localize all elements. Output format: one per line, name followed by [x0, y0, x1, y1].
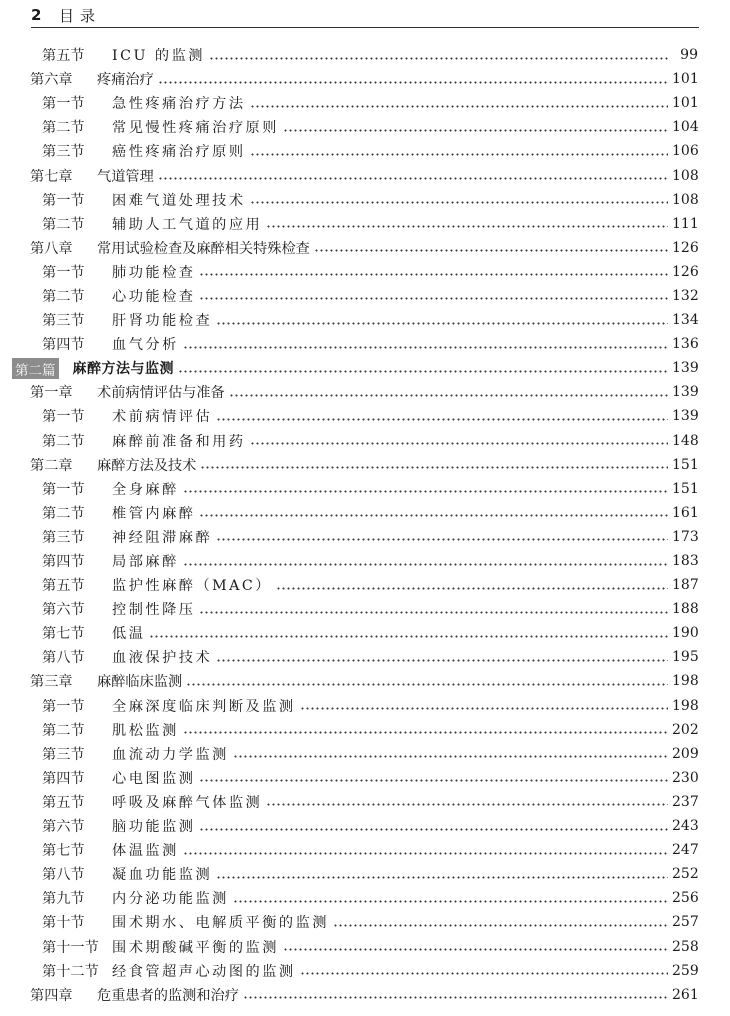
- dot-leader: [209, 57, 668, 60]
- toc-entry-title: 全麻深度临床判断及监测: [112, 698, 296, 715]
- toc-entry-number: 第一节: [42, 96, 85, 113]
- toc-entry-label: [30, 382, 225, 402]
- dot-leader: [183, 490, 668, 493]
- toc-entry-number: 第二章: [30, 457, 73, 474]
- toc-entry-label: [30, 69, 154, 89]
- page-number: 2: [31, 6, 42, 24]
- dot-leader: [314, 249, 668, 252]
- toc-entry-title: 围术期水、电解质平衡的监测: [112, 915, 329, 932]
- toc-entry-page: 132: [672, 287, 699, 304]
- toc-entry-page: 151: [672, 480, 699, 497]
- toc-entry-label: [30, 166, 154, 186]
- toc-entry-label: [30, 527, 212, 547]
- toc-chapter-entry[interactable]: [30, 67, 698, 91]
- dot-leader: [199, 828, 668, 831]
- toc-entry-title: 监护性麻醉（MAC）: [112, 578, 272, 595]
- toc-section-entry[interactable]: [30, 838, 698, 862]
- dot-leader: [283, 948, 668, 951]
- dot-leader: [199, 273, 668, 276]
- toc-entry-page: 198: [672, 673, 699, 690]
- dot-leader: [216, 538, 668, 541]
- toc-entry-title: 癌性疼痛治疗原则: [112, 144, 246, 161]
- toc-section-entry[interactable]: [30, 260, 698, 284]
- toc-entry-page: 256: [672, 890, 699, 907]
- toc-entry-label: [30, 503, 195, 523]
- toc-entry-page: 259: [672, 962, 699, 979]
- toc-entry-number: 第五节: [42, 48, 85, 65]
- toc-entry-title: 神经阻滞麻醉: [112, 529, 213, 546]
- toc-section-entry[interactable]: [30, 139, 698, 163]
- toc-entry-label: [30, 310, 212, 330]
- toc-section-entry[interactable]: [30, 91, 698, 115]
- toc-section-entry[interactable]: [30, 573, 698, 597]
- toc-entry-page: 247: [672, 842, 699, 859]
- toc-entry-number: 第三章: [30, 674, 73, 691]
- toc-entry-title: 急性疼痛治疗方法: [112, 96, 246, 113]
- toc-entry-label: [30, 744, 229, 764]
- toc-entry-label: [30, 623, 145, 643]
- toc-entry-page: 126: [672, 239, 699, 256]
- toc-section-entry[interactable]: [30, 429, 698, 453]
- toc-entry-number: 第五节: [42, 578, 85, 595]
- table-of-contents: [15, 43, 699, 1007]
- toc-entry-label: [15, 358, 174, 379]
- toc-entry-title: 控制性降压: [112, 602, 196, 619]
- toc-entry-title: 低温: [112, 626, 146, 643]
- toc-entry-number: 第六节: [42, 819, 85, 836]
- toc-chapter-entry[interactable]: [30, 163, 698, 187]
- toc-section-entry[interactable]: [30, 694, 698, 718]
- toc-entry-title: 肺功能检查: [112, 264, 196, 281]
- toc-entry-page: 148: [672, 432, 699, 449]
- toc-section-entry[interactable]: [30, 501, 698, 525]
- toc-entry-number: 第一节: [42, 264, 85, 281]
- toc-entry-page: 187: [672, 577, 699, 594]
- toc-entry-title: 体温监测: [112, 843, 179, 860]
- toc-entry-number: 第七节: [42, 626, 85, 643]
- toc-entry-label: [30, 599, 195, 619]
- dot-leader: [186, 683, 668, 686]
- toc-entry-label: [30, 575, 272, 595]
- dot-leader: [283, 129, 668, 132]
- toc-entry-number: 第十节: [42, 915, 85, 932]
- dot-leader: [183, 346, 668, 349]
- toc-entry-number: 第三节: [42, 144, 85, 161]
- toc-entry-number: 第六章: [30, 72, 73, 89]
- dot-leader: [158, 177, 668, 180]
- page-header: [31, 5, 699, 28]
- toc-entry-label: [30, 792, 262, 812]
- toc-entry-page: 183: [672, 553, 699, 570]
- part-badge: 第二篇: [12, 358, 59, 379]
- toc-section-entry[interactable]: [30, 549, 698, 573]
- toc-entry-label: [30, 479, 179, 499]
- toc-entry-label: [30, 696, 296, 716]
- toc-entry-page: 136: [672, 336, 699, 353]
- toc-entry-number: 第八节: [42, 867, 85, 884]
- toc-entry-title: 血气分析: [112, 337, 179, 354]
- toc-entry-label: [30, 286, 195, 306]
- toc-entry-number: 第一章: [30, 385, 73, 402]
- toc-section-entry[interactable]: [30, 645, 698, 669]
- toc-entry-label: [30, 551, 179, 571]
- toc-entry-label: [30, 431, 246, 451]
- toc-entry-title: 辅助人工气道的应用: [112, 216, 263, 233]
- dot-leader: [216, 876, 668, 879]
- toc-entry-page: 101: [672, 71, 699, 88]
- toc-entry-page: 108: [672, 191, 699, 208]
- toc-entry-number: 第四节: [42, 770, 85, 787]
- toc-section-entry[interactable]: [30, 477, 698, 501]
- header-title: 目录: [59, 7, 102, 25]
- dot-leader: [216, 659, 668, 662]
- toc-entry-number: 第三节: [42, 529, 85, 546]
- toc-entry-title: 肌松监测: [112, 722, 179, 739]
- toc-entry-title: 麻醉方法与监测: [72, 361, 174, 378]
- toc-entry-page: 139: [672, 384, 699, 401]
- toc-entry-label: [30, 888, 229, 908]
- dot-leader: [178, 370, 668, 373]
- toc-section-entry[interactable]: [30, 597, 698, 621]
- toc-entry-label: [30, 262, 195, 282]
- toc-section-entry[interactable]: [30, 910, 698, 934]
- toc-entry-number: 第四节: [42, 337, 85, 354]
- toc-entry-page: 139: [672, 360, 699, 377]
- toc-section-entry[interactable]: [30, 212, 698, 236]
- toc-entry-page: 230: [672, 769, 699, 786]
- dot-leader: [183, 563, 668, 566]
- toc-entry-title: 心电图监测: [112, 770, 196, 787]
- toc-entry-number: 第十二节: [42, 963, 99, 980]
- toc-entry-page: 209: [672, 745, 699, 762]
- dot-leader: [233, 900, 668, 903]
- toc-entry-label: [30, 961, 296, 981]
- toc-entry-title: 常见慢性疼痛治疗原则: [112, 120, 279, 137]
- toc-chapter-entry[interactable]: [30, 983, 698, 1007]
- toc-entry-label: [30, 117, 279, 137]
- toc-section-entry[interactable]: [30, 404, 698, 428]
- toc-entry-title: 全身麻醉: [112, 481, 179, 498]
- toc-entry-number: 第二节: [42, 120, 85, 137]
- toc-entry-number: 第一节: [42, 409, 85, 426]
- toc-entry-number: 第九节: [42, 891, 85, 908]
- toc-entry-number: 第七章: [30, 168, 73, 185]
- toc-entry-number: 第二节: [42, 216, 85, 233]
- toc-entry-page: 237: [672, 793, 699, 810]
- toc-section-entry[interactable]: [30, 718, 698, 742]
- toc-entry-number: 第一节: [42, 481, 85, 498]
- dot-leader: [183, 852, 668, 855]
- toc-entry-label: [30, 647, 212, 667]
- toc-entry-title: 血流动力学监测: [112, 746, 229, 763]
- toc-entry-number: 第一节: [42, 192, 85, 209]
- toc-entry-title: 危重患者的监测和治疗: [97, 987, 239, 1004]
- toc-entry-number: 第二节: [42, 288, 85, 305]
- toc-entry-label: [30, 238, 310, 258]
- toc-entry-number: 第二节: [42, 433, 85, 450]
- dot-leader: [229, 394, 668, 397]
- toc-entry-title: 常用试验检查及麻醉相关特殊检查: [97, 240, 310, 257]
- toc-entry-page: 198: [672, 697, 699, 714]
- toc-entry-page: 134: [672, 312, 699, 329]
- toc-entry-title: 凝血功能监测: [112, 867, 213, 884]
- toc-chapter-entry[interactable]: [30, 669, 698, 693]
- toc-section-entry[interactable]: [30, 814, 698, 838]
- toc-part-entry[interactable]: [15, 356, 699, 380]
- toc-entry-title: 局部麻醉: [112, 554, 179, 571]
- toc-entry-number: 第四节: [42, 554, 85, 571]
- dot-leader: [250, 442, 668, 445]
- toc-entry-title: 麻醉方法及技术: [97, 457, 197, 474]
- toc-entry-title: ICU 的监测: [112, 48, 205, 65]
- toc-entry-title: 呼吸及麻醉气体监测: [112, 794, 263, 811]
- toc-section-entry[interactable]: [30, 188, 698, 212]
- toc-section-entry[interactable]: [30, 115, 698, 139]
- dot-leader: [199, 514, 668, 517]
- toc-section-entry[interactable]: [30, 621, 698, 645]
- dot-leader: [250, 153, 668, 156]
- toc-section-entry[interactable]: [30, 332, 698, 356]
- toc-entry-title: 脑功能监测: [112, 819, 196, 836]
- toc-entry-page: 257: [672, 914, 699, 931]
- toc-entry-number: 第三节: [42, 313, 85, 330]
- dot-leader: [199, 611, 668, 614]
- toc-entry-number: 第六节: [42, 602, 85, 619]
- toc-chapter-entry[interactable]: [30, 380, 698, 404]
- dot-leader: [300, 707, 668, 710]
- dot-leader: [250, 105, 668, 108]
- toc-entry-label: [30, 455, 196, 475]
- toc-section-entry[interactable]: [30, 862, 698, 886]
- dot-leader: [276, 587, 668, 590]
- toc-entry-number: 第八节: [42, 650, 85, 667]
- toc-entry-page: 139: [672, 408, 699, 425]
- toc-entry-label: [30, 45, 205, 65]
- toc-entry-title: 麻醉前准备和用药: [112, 433, 246, 450]
- toc-chapter-entry[interactable]: [30, 453, 698, 477]
- dot-leader: [158, 81, 668, 84]
- toc-entry-label: [30, 671, 182, 691]
- toc-entry-page: 173: [672, 528, 699, 545]
- toc-entry-title: 围术期酸碱平衡的监测: [112, 939, 279, 956]
- toc-entry-title: 内分泌功能监测: [112, 891, 229, 908]
- toc-entry-title: 术前病情评估: [112, 409, 213, 426]
- toc-section-entry[interactable]: [30, 790, 698, 814]
- toc-entry-page: 161: [672, 504, 699, 521]
- toc-entry-number: 第四章: [30, 987, 73, 1004]
- toc-entry-label: [30, 214, 262, 234]
- dot-leader: [250, 201, 668, 204]
- toc-entry-page: 106: [672, 143, 699, 160]
- toc-entry-number: 第八章: [30, 240, 73, 257]
- toc-entry-page: 202: [672, 721, 699, 738]
- toc-entry-title: 椎管内麻醉: [112, 505, 196, 522]
- dot-leader: [200, 466, 668, 469]
- toc-entry-page: 151: [672, 456, 699, 473]
- toc-entry-page: 261: [672, 986, 699, 1003]
- toc-entry-number: 第五节: [42, 794, 85, 811]
- toc-entry-page: 195: [672, 649, 699, 666]
- toc-entry-number: 第三节: [42, 746, 85, 763]
- toc-entry-label: [30, 937, 279, 957]
- toc-entry-title: 疼痛治疗: [97, 72, 154, 89]
- dot-leader: [333, 924, 668, 927]
- toc-entry-title: 肝肾功能检查: [112, 313, 213, 330]
- toc-entry-page: 126: [672, 263, 699, 280]
- toc-entry-page: 243: [672, 818, 699, 835]
- toc-section-entry[interactable]: [30, 959, 698, 983]
- toc-entry-label: [30, 141, 246, 161]
- toc-entry-page: 190: [672, 625, 699, 642]
- toc-entry-label: [30, 985, 239, 1005]
- dot-leader: [183, 731, 668, 734]
- toc-section-entry[interactable]: [30, 766, 698, 790]
- toc-entry-label: [30, 816, 195, 836]
- dot-leader: [300, 972, 668, 975]
- toc-entry-label: [30, 93, 246, 113]
- toc-entry-label: [30, 768, 195, 788]
- dot-leader: [199, 779, 668, 782]
- dot-leader: [266, 225, 668, 228]
- toc-entry-number: 第二节: [42, 505, 85, 522]
- toc-entry-label: [30, 720, 179, 740]
- dot-leader: [233, 755, 668, 758]
- toc-entry-title: 麻醉临床监测: [97, 674, 183, 691]
- toc-entry-label: [30, 912, 329, 932]
- toc-entry-page: 111: [672, 215, 699, 232]
- dot-leader: [149, 635, 668, 638]
- toc-entry-page: 258: [672, 938, 699, 955]
- toc-entry-number: 第二节: [42, 722, 85, 739]
- toc-entry-page: 101: [672, 95, 699, 112]
- toc-chapter-entry[interactable]: [30, 236, 698, 260]
- toc-entry-title: 血液保护技术: [112, 650, 213, 667]
- toc-entry-title: 心功能检查: [112, 288, 196, 305]
- toc-section-entry[interactable]: [30, 886, 698, 910]
- dot-leader: [216, 418, 668, 421]
- toc-entry-title: 术前病情评估与准备: [97, 385, 225, 402]
- toc-section-entry[interactable]: [30, 284, 698, 308]
- dot-leader: [199, 297, 668, 300]
- toc-section-entry[interactable]: [30, 742, 698, 766]
- toc-entry-title: 经食管超声心动图的监测: [112, 963, 296, 980]
- toc-entry-page: 99: [680, 47, 698, 64]
- toc-entry-number: 第十一节: [42, 939, 99, 956]
- dot-leader: [243, 996, 668, 999]
- toc-entry-label: [30, 334, 179, 354]
- toc-section-entry[interactable]: [30, 525, 698, 549]
- toc-entry-page: 252: [672, 866, 699, 883]
- toc-entry-number: 第一节: [42, 698, 85, 715]
- dot-leader: [216, 322, 668, 325]
- toc-entry-label: [30, 190, 246, 210]
- toc-entry-label: [30, 406, 212, 426]
- toc-entry-label: [30, 864, 212, 884]
- toc-section-entry[interactable]: [30, 308, 698, 332]
- toc-section-entry[interactable]: [30, 43, 698, 67]
- dot-leader: [266, 803, 668, 806]
- toc-entry-title: 气道管理: [97, 168, 154, 185]
- toc-entry-number: 第七节: [42, 843, 85, 860]
- toc-entry-label: [30, 840, 179, 860]
- toc-entry-page: 104: [672, 119, 699, 136]
- toc-entry-page: 188: [672, 601, 699, 618]
- toc-entry-page: 108: [672, 167, 699, 184]
- toc-entry-title: 困难气道处理技术: [112, 192, 246, 209]
- toc-section-entry[interactable]: [30, 934, 698, 958]
